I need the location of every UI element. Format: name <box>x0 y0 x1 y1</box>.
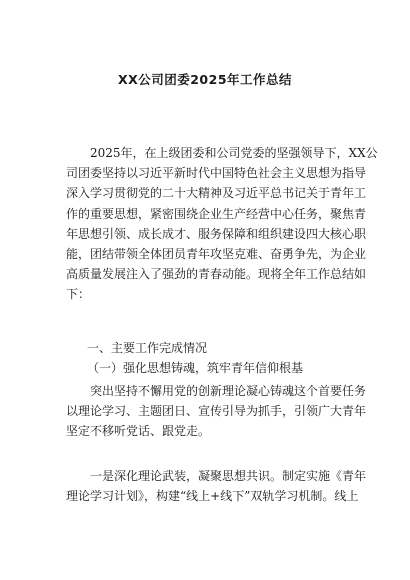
item-paragraph <box>66 466 367 506</box>
subsection-paragraph <box>66 381 367 442</box>
intro-line: 高质量发展注入了强劲的青春动能。现将全年工作总结如 <box>66 267 367 282</box>
item-line: 一是深化理论武装，凝聚思想共识。制定实施《青年 <box>90 469 367 483</box>
subsection-line: 突出坚持不懈用党的创新理论凝心铸魂这个首要任务 <box>90 384 367 398</box>
intro-line: 司团委坚持以习近平新时代中国特色社会主义思想为指导 <box>66 166 367 181</box>
item-line: 理论学习计划》，构建“线上+线下”双轨学习机制。线上 <box>66 489 359 504</box>
intro-line: 下： <box>66 287 91 302</box>
intro-paragraph <box>66 143 378 305</box>
intro-line: 深入学习贯彻党的二十大精神及习近平总书记关于青年工 <box>66 186 367 201</box>
intro-line: 年思想引领、成长成才、服务保障和组织建设四大核心职 <box>66 226 367 241</box>
intro-line: 能，团结带领全体团员青年攻坚克难、奋勇争先，为企业 <box>66 247 367 262</box>
intro-line: 2025年，在上级团委和公司党委的坚强领导下，XX公 <box>90 146 378 160</box>
subsection-line: 以理论学习、主题团日、宣传引导为抓手，引领广大青年 <box>66 404 367 419</box>
subsection-line: 坚定不移听党话、跟党走。 <box>66 424 211 439</box>
intro-line: 作的重要思想，紧密围绕企业生产经营中心任务，聚焦青 <box>66 206 367 221</box>
subsection-heading: （一）强化思想铸魂，筑牢青年信仰根基 <box>87 361 304 375</box>
document-title: XX公司团委2025年工作总结 <box>117 72 293 87</box>
section-heading: 一、主要工作完成情况 <box>87 341 208 355</box>
